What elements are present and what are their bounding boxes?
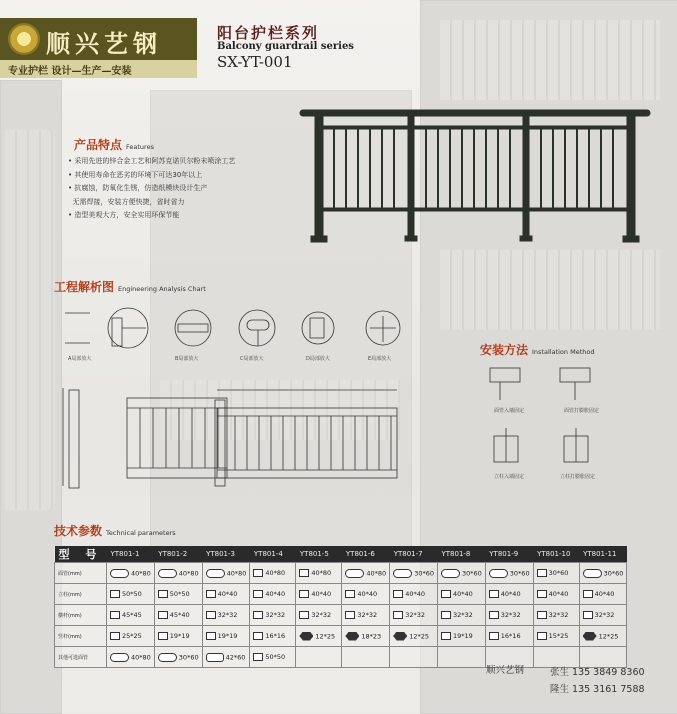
engineering-detail-drawings <box>50 298 420 370</box>
cell-value: 32*32 <box>500 611 521 619</box>
table-cell <box>107 563 155 584</box>
list-item: • 造型美观大方，安全实用环保节能 <box>68 211 180 219</box>
rect-profile-icon <box>583 611 593 619</box>
rrect-profile-icon <box>206 653 224 662</box>
oval-profile-icon <box>110 653 129 662</box>
cell-value: 40*80 <box>226 569 247 577</box>
model-col: YT801-11 <box>579 546 627 563</box>
list-item: 无需焊接，安装方便快捷，省时省力 <box>72 197 185 206</box>
oval-profile-icon <box>345 569 364 578</box>
list-item: • 其使用寿命在恶劣的环境下可达30年以上 <box>68 170 203 179</box>
table-cell <box>533 605 579 626</box>
table-cell <box>579 626 627 647</box>
rect-profile-icon <box>110 590 120 598</box>
table-cell <box>107 647 155 668</box>
cell-value: 32*32 <box>217 611 238 619</box>
table-cell <box>250 605 296 626</box>
rect-profile-icon <box>253 632 263 640</box>
contact-line: 隆生 135 3161 7588 <box>550 684 645 695</box>
cell-value: 40*40 <box>594 590 615 598</box>
cell-value: 30*60 <box>461 569 482 577</box>
rect-profile-icon <box>345 611 355 619</box>
table-cell <box>579 563 627 584</box>
rect-profile-icon <box>537 590 547 598</box>
table-row <box>55 605 627 626</box>
table-cell <box>437 605 485 626</box>
table-cell <box>202 626 250 647</box>
table-cell <box>296 605 342 626</box>
product-code: SX-YT-001 <box>217 53 293 71</box>
table-cell <box>154 626 202 647</box>
brand-slogan: 专业护栏 设计—生产—安装 <box>8 66 132 77</box>
rect-profile-icon <box>253 653 263 661</box>
table-cell <box>342 626 390 647</box>
installation-diagrams <box>480 358 630 488</box>
rect-profile-icon <box>299 611 309 619</box>
cell-value: 19*19 <box>169 632 190 640</box>
oval-profile-icon <box>158 569 177 578</box>
oct-profile-icon <box>583 632 597 641</box>
table-cell <box>579 605 627 626</box>
cell-value: 40*40 <box>311 590 332 598</box>
table-cell <box>296 584 342 605</box>
cell-value: 40*80 <box>366 569 387 577</box>
cell-value: 50*50 <box>169 590 190 598</box>
table-cell <box>579 584 627 605</box>
row-label: 其他可选面管 <box>55 647 107 668</box>
table-cell <box>533 626 579 647</box>
table-cell <box>202 584 250 605</box>
oval-profile-icon <box>158 653 177 662</box>
table-row <box>55 626 627 647</box>
rect-profile-icon <box>537 569 547 577</box>
table-cell <box>342 605 390 626</box>
tech-parameters-table <box>54 546 627 668</box>
install-label-2: 面管打膨胀固定 <box>564 408 600 414</box>
table-cell <box>437 647 485 668</box>
cell-value: 40*80 <box>178 569 199 577</box>
model-col: YT801-9 <box>485 546 533 563</box>
rect-profile-icon <box>253 590 263 598</box>
table-cell <box>202 563 250 584</box>
table-cell <box>296 626 342 647</box>
install-label-1: 面管入墙固定 <box>494 408 525 414</box>
cell-value: 16*16 <box>265 632 286 640</box>
oct-profile-icon <box>393 632 407 641</box>
table-cell <box>342 647 390 668</box>
table-cell <box>107 626 155 647</box>
table-cell <box>154 647 202 668</box>
table-cell <box>296 563 342 584</box>
cell-value: 32*32 <box>265 611 286 619</box>
rect-profile-icon <box>206 632 216 640</box>
oval-profile-icon <box>110 569 129 578</box>
model-col: YT801-10 <box>533 546 579 563</box>
page-subtitle: Balcony guardrail series <box>217 41 354 52</box>
cell-value: 40*80 <box>311 569 332 577</box>
rect-profile-icon <box>253 569 263 577</box>
table-cell <box>250 563 296 584</box>
row-label: 面管(mm) <box>55 563 107 584</box>
table-cell <box>250 584 296 605</box>
rect-profile-icon <box>345 590 355 598</box>
rect-profile-icon <box>158 590 168 598</box>
cell-value: 40*40 <box>357 590 378 598</box>
table-cell <box>390 563 438 584</box>
table-row <box>55 563 627 584</box>
model-col: YT801-1 <box>107 546 155 563</box>
railing-elevation-drawings <box>55 378 405 496</box>
model-col: YT801-3 <box>202 546 250 563</box>
page-title: 阳台护栏系列 <box>217 24 320 42</box>
contact-company: 顺兴艺钢 <box>486 665 525 676</box>
cell-value: 15*25 <box>548 632 569 640</box>
installation-heading: 安装方法 Installation Method <box>480 343 595 357</box>
features-heading: 产品特点 Features <box>74 138 154 152</box>
oval-profile-icon <box>489 569 508 578</box>
rect-profile-icon <box>441 611 451 619</box>
cell-value: 19*19 <box>217 632 238 640</box>
cell-value: 32*32 <box>311 611 332 619</box>
rect-profile-icon <box>583 590 593 598</box>
list-item: • 采用先进的锌合金工艺和阿苏克诺贝尔粉末喷涂工艺 <box>68 157 236 165</box>
rect-profile-icon <box>299 590 309 598</box>
model-col: YT801-8 <box>437 546 485 563</box>
detail-label-e: E局部放大 <box>368 356 392 362</box>
engineering-heading: 工程解析图 Engineering Analysis Chart <box>54 280 206 294</box>
cell-value: 40*40 <box>500 590 521 598</box>
cell-value: 45*45 <box>122 611 142 619</box>
rect-profile-icon <box>299 569 309 577</box>
cell-value: 40*40 <box>217 590 238 598</box>
table-cell <box>437 626 485 647</box>
table-cell <box>342 584 390 605</box>
features-list <box>68 155 235 223</box>
model-col: YT801-4 <box>250 546 296 563</box>
railing-product-image <box>290 100 660 250</box>
cell-value: 50*50 <box>265 653 286 661</box>
install-label-4: 立柱打膨胀固定 <box>560 474 596 480</box>
oval-profile-icon <box>206 569 225 578</box>
rect-profile-icon <box>393 590 403 598</box>
cell-value: 45*40 <box>169 611 190 619</box>
cell-value: 12*25 <box>409 632 429 640</box>
table-cell <box>154 584 202 605</box>
table-cell <box>107 584 155 605</box>
rect-profile-icon <box>158 611 168 619</box>
brand-name: 顺兴艺钢 <box>46 29 162 58</box>
cell-value: 30*60 <box>414 569 434 577</box>
table-cell <box>437 584 485 605</box>
model-col: YT801-5 <box>296 546 342 563</box>
oval-profile-icon <box>441 569 460 578</box>
table-cell <box>342 563 390 584</box>
row-label: 立柱(mm) <box>55 584 107 605</box>
cell-value: 40*80 <box>131 569 151 577</box>
table-cell <box>390 626 438 647</box>
cell-value: 32*32 <box>357 611 378 619</box>
contact-line: 张生 135 3849 8360 <box>550 667 645 678</box>
table-cell <box>154 563 202 584</box>
rect-profile-icon <box>206 611 216 619</box>
detail-label-c: C局部放大 <box>240 356 264 362</box>
rect-profile-icon <box>253 611 263 619</box>
list-item: • 抗腐蚀，防氧化生锈，仿造纸模块设计生产 <box>68 184 208 192</box>
model-header: 型 号 <box>55 546 107 563</box>
table-cell <box>485 563 533 584</box>
row-label: 横杆(mm) <box>55 605 107 626</box>
oct-profile-icon <box>299 632 313 641</box>
table-cell <box>390 647 438 668</box>
rect-profile-icon <box>110 632 120 640</box>
cell-value: 30*60 <box>509 569 530 577</box>
cell-value: 32*32 <box>405 611 425 619</box>
tech-heading: 技术参数 Technical parameters <box>54 524 176 538</box>
cell-value: 40*40 <box>405 590 425 598</box>
cell-value: 18*23 <box>361 632 382 640</box>
rect-profile-icon <box>489 590 499 598</box>
install-label-3: 立柱入墙固定 <box>494 474 525 480</box>
rect-profile-icon <box>110 611 120 619</box>
rect-profile-icon <box>206 590 216 598</box>
rect-profile-icon <box>537 632 547 640</box>
table-cell <box>202 605 250 626</box>
cell-value: 40*40 <box>265 590 286 598</box>
oval-profile-icon <box>393 569 412 578</box>
cell-value: 19*19 <box>452 632 473 640</box>
cell-value: 25*25 <box>122 632 142 640</box>
rect-profile-icon <box>537 611 547 619</box>
table-row <box>55 647 627 668</box>
cell-value: 40*40 <box>548 590 569 598</box>
rect-profile-icon <box>489 611 499 619</box>
row-label: 竖杆(mm) <box>55 626 107 647</box>
table-cell <box>533 584 579 605</box>
oval-profile-icon <box>583 569 602 578</box>
detail-label-a: A局部放大 <box>68 356 92 362</box>
table-cell <box>390 584 438 605</box>
table-header-row <box>55 546 627 563</box>
cell-value: 40*80 <box>131 653 151 661</box>
table-cell <box>250 647 296 668</box>
oct-profile-icon <box>345 632 359 641</box>
detail-label-b: B局部放大 <box>175 356 199 362</box>
table-row <box>55 584 627 605</box>
table-cell <box>296 647 342 668</box>
table-cell <box>437 563 485 584</box>
cell-value: 12*25 <box>598 632 619 640</box>
cell-value: 32*32 <box>548 611 569 619</box>
cell-value: 30*60 <box>603 569 624 577</box>
brand-logo <box>0 18 197 78</box>
rect-profile-icon <box>158 632 168 640</box>
model-col: YT801-7 <box>390 546 438 563</box>
model-col: YT801-2 <box>154 546 202 563</box>
table-cell <box>202 647 250 668</box>
sun-emblem-icon <box>8 23 40 55</box>
rect-profile-icon <box>489 632 499 640</box>
cell-value: 40*40 <box>452 590 473 598</box>
cell-value: 12*25 <box>315 632 336 640</box>
rect-profile-icon <box>393 611 403 619</box>
table-cell <box>485 626 533 647</box>
table-cell <box>154 605 202 626</box>
cell-value: 30*60 <box>178 653 199 661</box>
table-cell <box>485 605 533 626</box>
table-cell <box>485 584 533 605</box>
rect-profile-icon <box>441 632 451 640</box>
table-cell <box>250 626 296 647</box>
table-cell <box>390 605 438 626</box>
cell-value: 40*80 <box>265 569 286 577</box>
cell-value: 32*32 <box>594 611 615 619</box>
table-cell <box>107 605 155 626</box>
rect-profile-icon <box>441 590 451 598</box>
detail-label-d: D局部放大 <box>306 356 330 362</box>
cell-value: 16*16 <box>500 632 521 640</box>
cell-value: 30*60 <box>548 569 569 577</box>
cell-value: 32*32 <box>452 611 473 619</box>
cell-value: 50*50 <box>122 590 142 598</box>
cell-value: 42*60 <box>225 653 246 661</box>
model-col: YT801-6 <box>342 546 390 563</box>
table-cell <box>533 563 579 584</box>
